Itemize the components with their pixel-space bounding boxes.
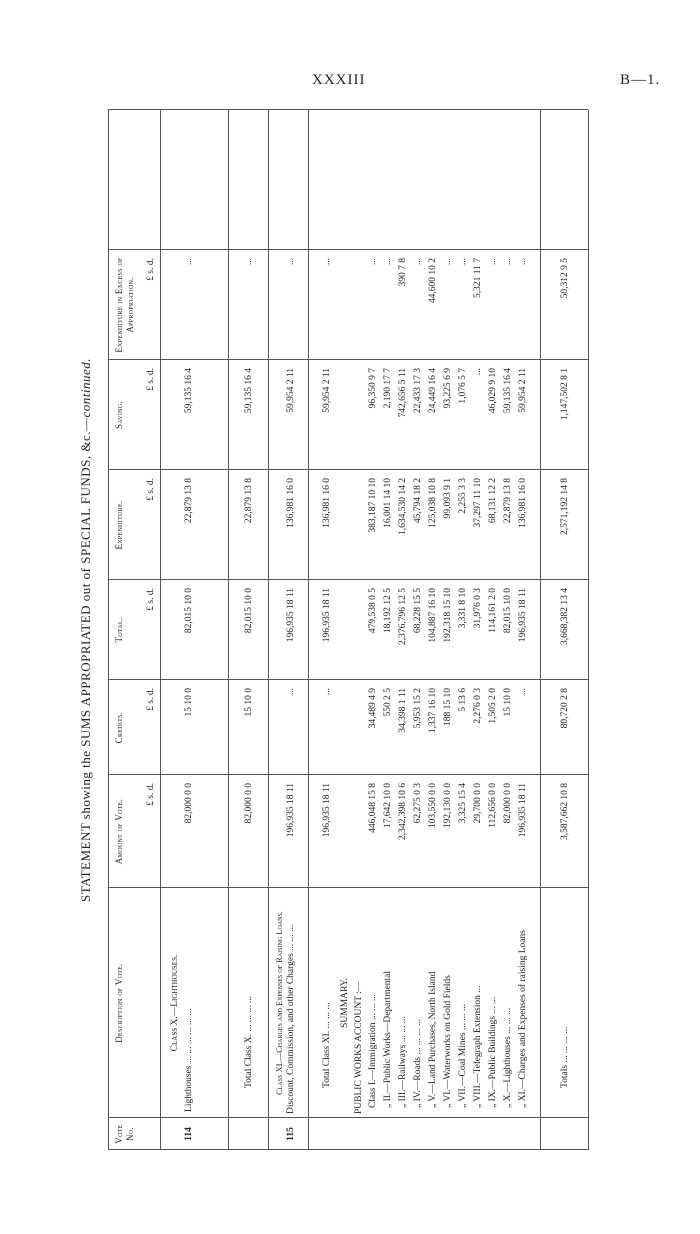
summary-row-total: 82,015 10 0 [503,588,513,634]
summary-row-saving: 96,350 9 7 [368,368,378,409]
summary-row-excess: ... [368,258,378,266]
summary-row-saving: 22,433 17 3 [413,368,423,414]
class10-heading: Class X.—Lighthouses. [170,954,180,1052]
row-rule [228,110,229,1150]
class11-row-total: 196,935 18 11 [286,588,296,643]
class10-total-expenditure: 22,879 13 8 [244,478,254,524]
summary-row-total: 192,318 15 10 [443,588,453,643]
column-header-excess: Expenditure in Excess of Appropriation. [114,257,135,353]
summary-row-credits: 1,505 2 0 [488,688,498,724]
class10-total-amount: 82,000 0 0 [244,783,254,824]
summary-row-amount: 82,000 0 0 [503,783,513,824]
row-rule [108,110,109,1150]
class10-total-description: Total Class X. ... ... ... ... [244,996,254,1088]
class10-row-credits: 15 10 0 [184,688,194,717]
summary-row-excess: 5,321 11 7 [473,258,483,299]
summary-row-description: „ XI.—Charges and Expenses of raising Loans [518,930,528,1108]
rotated-statement [60,50,640,1150]
column-rule [108,249,588,250]
summary-row-saving: ... [473,368,483,376]
summary-row-saving: 93,225 6 9 [443,368,453,409]
class10-total-excess: ... [244,258,254,266]
summary-row-expenditure: 37,297 11 10 [473,478,483,528]
column-rule [108,579,588,580]
class10-row-total: 82,015 10 0 [184,588,194,634]
lsd-header: £ s. d. [146,688,156,711]
statement-title-main: STATEMENT showing the SUMS APPROPRIATED out of SPECIAL FUNDS, &c.— [78,417,93,902]
row-rule [308,110,309,1150]
summary-row-excess: 44,600 10 2 [428,258,438,304]
summary-row-description: „ VI.—Waterworks on Gold Fields [443,975,453,1108]
summary-row-amount: 196,935 18 11 [518,783,528,838]
class11-row-amount: 196,935 18 11 [286,783,296,838]
summary-row-expenditure: 99,093 9 1 [443,478,453,519]
lsd-header: £ s. d. [146,478,156,501]
summary-row-saving: 24,449 16 4 [428,368,438,414]
summary-row-expenditure: 45,794 18 2 [413,478,423,524]
class10-row-expenditure: 22,879 13 8 [184,478,194,524]
column-header-credits: Credits. [114,711,124,744]
summary-row-total: 18,192 12 5 [383,588,393,634]
summary-totals-credits: 80,720 2 8 [560,688,570,729]
summary-row-excess: ... [383,258,393,266]
summary-row-saving: 59,135 16 4 [503,368,513,414]
summary-row-description: „ III.—Railways ... ... ... [398,1016,408,1108]
class11-total-excess: ... [322,258,332,266]
summary-heading: SUMMARY. [340,978,350,1028]
lsd-header: £ s. d. [146,783,156,806]
summary-row-expenditure: 125,038 10 8 [428,478,438,528]
summary-row-excess: ... [458,258,468,266]
class10-row-excess: ... [184,258,194,266]
summary-totals-amount: 3,587,662 10 8 [560,783,570,840]
column-header-description: Description of Vote. [114,963,124,1043]
summary-row-excess: ... [443,258,453,266]
summary-row-total: 3,331 8 10 [458,588,468,629]
summary-row-excess: ... [488,258,498,266]
summary-row-total: 68,228 15 5 [413,588,423,634]
class11-total-total: 196,935 18 11 [322,588,332,643]
summary-row-expenditure: 68,131 12 2 [488,478,498,524]
class11-row-description: Discount, Commission, and other Charges ... ... ... [286,924,296,1114]
summary-row-credits: 5,953 15 2 [413,688,423,729]
summary-row-amount: 29,700 0 0 [473,783,483,824]
summary-row-expenditure: 136,981 16 0 [518,478,528,528]
summary-row-description: „ VII.—Coal Mines ... ... ... [458,1003,468,1108]
class11-row-saving: 59,954 2 11 [286,368,296,413]
summary-row-amount: 2,342,398 10 6 [398,783,408,840]
summary-row-credits: 188 15 10 [443,688,453,726]
summary-row-amount: 103,550 0 0 [428,783,438,829]
column-header-total: Total. [114,617,124,643]
summary-row-expenditure: 16,001 14 10 [383,478,393,528]
summary-row-credits: 550 2 5 [383,688,393,717]
column-rule [108,1149,588,1150]
summary-totals-description: Totals ... ... ... ... [560,1026,570,1088]
summary-totals-expenditure: 2,571,192 14 8 [560,478,570,535]
class11-row-expenditure: 136,981 16 0 [286,478,296,528]
summary-totals-excess: 50,312 9 5 [560,258,570,299]
summary-row-description: „ IV.—Roads ... ... ... ... [413,1018,423,1108]
summary-row-description: „ II.—Public Works—Departmental [383,970,393,1108]
summary-row-credits: 2,276 0 3 [473,688,483,724]
summary-row-amount: 192,130 0 0 [443,783,453,829]
summary-row-amount: 112,656 0 0 [488,783,498,828]
summary-row-excess: ... [503,258,513,266]
class10-total-credits: 15 10 0 [244,688,254,717]
summary-row-description: „ VIII.—Telegraph Extension ... [473,985,483,1108]
summary-row-description: „ IX.—Public Buildings ... ... [488,996,498,1108]
class11-heading: Class XI.—Charges and Expenses of Raising Loans. [274,911,284,1095]
class11-total-expenditure: 136,981 16 0 [322,478,332,528]
class11-row-credits: ... [286,688,296,696]
summary-totals-total: 3,668,382 13 4 [560,588,570,645]
summary-row-description: „ X.—Lighthouses ... ... ... [503,1007,513,1108]
statement-title-continued: continued. [78,358,93,418]
summary-row-amount: 62,275 0 3 [413,783,423,824]
summary-row-expenditure: 1,634,530 14 2 [398,478,408,535]
summary-row-expenditure: 2,255 3 3 [458,478,468,514]
summary-row-total: 2,376,796 12 5 [398,588,408,645]
summary-row-saving: 46,029 9 10 [488,368,498,414]
summary-row-excess: ... [413,258,423,266]
class11-row-excess: ... [286,258,296,266]
column-header-vote: Vote No. [114,1124,135,1144]
lsd-header: £ s. d. [146,368,156,391]
column-header-amount: Amount of Vote. [114,798,124,865]
summary-row-description: Class I.—Immigration ... ... ... [368,994,378,1108]
page-number: XXXIII [312,72,366,88]
lsd-header: £ s. d. [146,588,156,611]
class11-total-credits: ... [322,688,332,696]
summary-row-excess: ... [518,258,528,266]
summary-row-total: 104,887 16 10 [428,588,438,643]
column-rule [108,679,588,680]
summary-row-total: 196,935 18 11 [518,588,528,643]
class10-total-saving: 59,135 16 4 [244,368,254,414]
class10-row-amount: 82,000 0 0 [184,783,194,824]
statement-title [78,110,94,1150]
row-rule [268,110,269,1150]
column-rule [108,774,588,775]
summary-row-total: 479,538 0 5 [368,588,378,634]
column-header-saving: Saving. [114,401,124,429]
summary-totals-saving: 1,147,502 8 1 [560,368,570,421]
class10-total-total: 82,015 10 0 [244,588,254,634]
summary-row-expenditure: 383,187 10 10 [368,478,378,533]
summary-row-excess: 390 7 8 [398,258,408,287]
vote-number-115: 115 [286,1127,296,1141]
summary-row-saving: 2,190 17 7 [383,368,393,409]
summary-row-total: 114,161 2 0 [488,588,498,633]
summary-row-credits: 34,398 1 11 [398,688,408,733]
summary-row-amount: 17,642 10 0 [383,783,393,829]
summary-row-saving: 1,076 5 7 [458,368,468,404]
row-rule [588,110,589,1150]
class11-total-saving: 59,954 2 11 [322,368,332,413]
summary-row-credits: 15 10 0 [503,688,513,717]
summary-row-amount: 446,048 15 8 [368,783,378,833]
summary-row-amount: 3,325 15 4 [458,783,468,824]
summary-row-expenditure: 22,879 13 8 [503,478,513,524]
summary-row-credits: 1,337 16 10 [428,688,438,734]
summary-row-credits: 34,489 4 9 [368,688,378,729]
column-rule [108,359,588,360]
lsd-header: £ s. d. [146,258,156,281]
summary-row-description: „ V.—Land Purchases, North Island [428,971,438,1108]
summary-row-credits: ... [518,688,528,696]
column-rule [108,469,588,470]
class11-total-description: Total Class XI. ... ... ... [322,1002,332,1088]
summary-row-saving: 59,954 2 11 [518,368,528,413]
class10-row-description: Lighthouses ... ... ... ... ... ... [184,1008,194,1112]
vote-number-114: 114 [184,1127,194,1141]
summary-row-credits: 5 13 6 [458,688,468,712]
row-rule [540,110,541,1150]
column-header-expenditure: Expenditure. [114,500,124,550]
row-rule [160,110,161,1150]
class10-row-saving: 59,135 16 4 [184,368,194,414]
summary-row-saving: 742,656 5 11 [398,368,408,418]
column-rule [108,109,588,110]
page-reference: B—1. [620,72,661,88]
public-works-account: PUBLIC WORKS ACCOUNT :— [354,981,364,1114]
appropriation-table [108,110,588,1150]
summary-row-total: 31,976 0 3 [473,588,483,629]
class11-total-amount: 196,935 18 11 [322,783,332,838]
